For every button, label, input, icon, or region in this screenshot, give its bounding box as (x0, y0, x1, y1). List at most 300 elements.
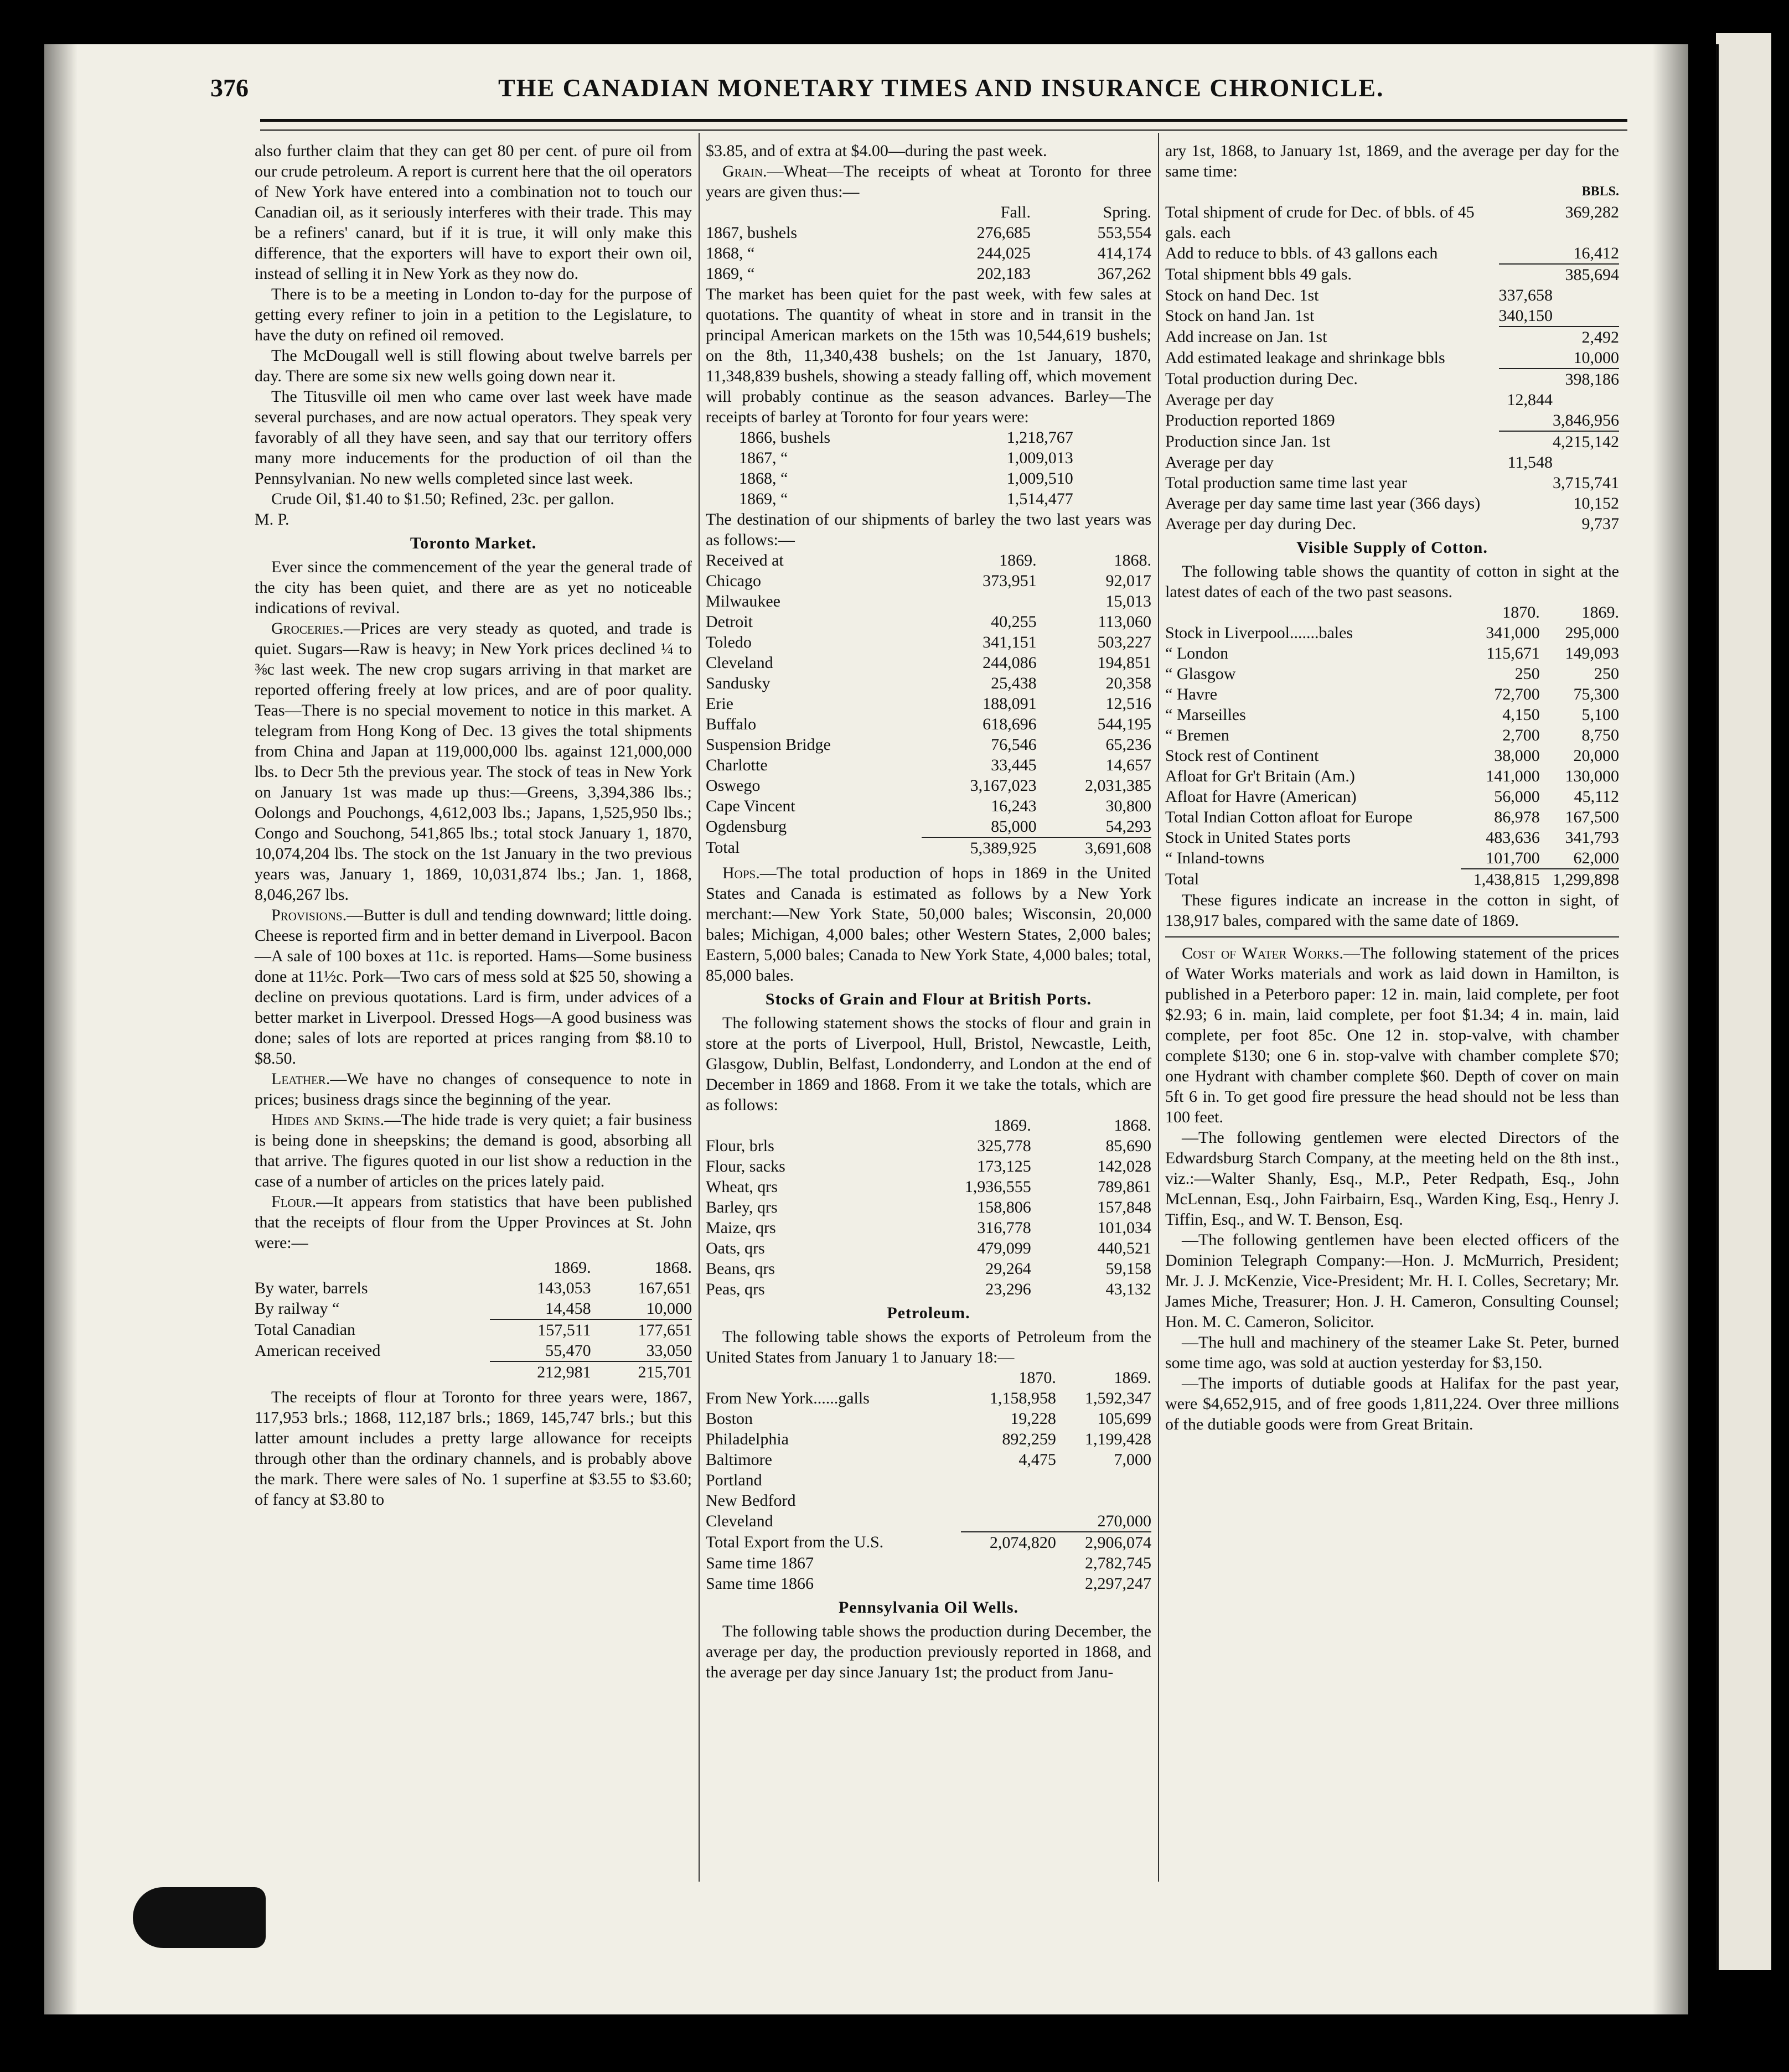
article-paragraph (255, 1110, 692, 1192)
cell: 8,750 (1581, 726, 1619, 744)
table-row (255, 1319, 692, 1340)
row-label: Cleveland (706, 654, 773, 672)
row-label: Add increase on Jan. 1st (1165, 328, 1327, 346)
table-row (706, 1449, 1151, 1470)
run-in-head: Hides and Skins. (271, 1111, 385, 1129)
cell: 3,715,741 (1553, 474, 1619, 492)
table-row (706, 1156, 1151, 1177)
article-paragraph (255, 905, 692, 1069)
cell: 72,700 (1494, 685, 1540, 703)
row-label: Barley, qrs (706, 1198, 778, 1216)
row-label: Flour, brls (706, 1137, 774, 1155)
cell: 30,800 (1105, 797, 1151, 815)
cell: 25,438 (991, 674, 1037, 692)
table-row (1165, 514, 1619, 534)
table-row (1165, 264, 1619, 285)
row-label: 1867, bushels (706, 224, 797, 242)
cell: 244,086 (983, 654, 1037, 672)
cell: 16,412 (1573, 244, 1619, 262)
table-row (706, 816, 1151, 837)
table-row (706, 263, 1151, 284)
cell (961, 1553, 1056, 1573)
cell: 340,150 (1498, 307, 1553, 325)
cell: 33,050 (646, 1341, 692, 1360)
table-row (1165, 431, 1619, 452)
row-label: “ Marseilles (1165, 706, 1246, 724)
run-in-head: Hops. (722, 864, 760, 882)
paragraph-text: —We have no changes of consequence to note in prices; business drags since the beginning of the year. (255, 1070, 692, 1108)
total-row (706, 1532, 1151, 1553)
cell (961, 1573, 1056, 1594)
cell: 38,000 (1494, 747, 1540, 765)
cell: 3,691,608 (1037, 837, 1151, 858)
table-row (255, 1278, 692, 1298)
row-label: Total production during Dec. (1165, 370, 1358, 388)
table-row (706, 1573, 1151, 1594)
cell: 15,013 (1105, 592, 1151, 610)
table-row (706, 1388, 1151, 1408)
section-rule (1165, 936, 1619, 937)
row-label: Total production same time last year (1165, 474, 1407, 492)
column-header: 1869. (999, 551, 1037, 569)
page-edge-shadow (44, 44, 77, 2014)
row-label: Stock in United States ports (1165, 828, 1351, 847)
cell: 141,000 (1486, 767, 1540, 785)
stocks-table (706, 1115, 1151, 1299)
row-label: By railway “ (255, 1299, 340, 1318)
row-label: Production since Jan. 1st (1165, 432, 1331, 450)
table-row (1165, 452, 1619, 473)
article-paragraph: The destination of our shipments of barley the two last years was as follows:— (706, 510, 1151, 549)
run-in-head: Cost of Water Works. (1182, 944, 1343, 962)
cell: 43,132 (1105, 1280, 1151, 1298)
table-row (1165, 745, 1619, 766)
table-row (1165, 305, 1619, 327)
cell: 188,091 (983, 695, 1037, 713)
cell: 85,000 (991, 817, 1037, 836)
row-label: Chicago (706, 572, 761, 590)
total-row (255, 1361, 692, 1382)
cell: 23,296 (985, 1280, 1031, 1298)
cell: 385,694 (1553, 264, 1619, 285)
row-label: “ London (1165, 644, 1229, 662)
cell: 59,158 (1105, 1260, 1151, 1278)
row-label: Oats, qrs (706, 1239, 765, 1257)
cell: 1,936,555 (964, 1178, 1031, 1196)
row-label: Afloat for Havre (American) (1165, 788, 1357, 806)
section-heading: Visible Supply of Cotton. (1296, 538, 1488, 557)
cell: 1,218,767 (1006, 428, 1073, 447)
cell: 1,438,815 (1461, 869, 1540, 890)
table-row (706, 1136, 1151, 1156)
cell: 215,701 (591, 1361, 692, 1382)
row-label: Detroit (706, 613, 753, 631)
price-line: Crude Oil, $1.40 to $1.50; Refined, 23c. per gallon. (271, 490, 614, 508)
cell: 544,195 (1097, 715, 1151, 733)
cell (1499, 514, 1553, 534)
row-label: Cape Vincent (706, 797, 795, 815)
cell (1499, 348, 1553, 369)
row-label: Charlotte (706, 756, 768, 774)
cell: 20,000 (1573, 747, 1619, 765)
cell: 1,009,013 (1006, 449, 1073, 467)
table-row (706, 1258, 1151, 1279)
table-row (706, 222, 1151, 243)
cell (1056, 1470, 1151, 1490)
row-label: 1868, “ (706, 244, 755, 262)
cell: 369,282 (1565, 203, 1619, 221)
table-row (739, 489, 1073, 509)
cell: 316,778 (977, 1219, 1031, 1237)
cell (1553, 452, 1619, 473)
cell: 45,112 (1574, 788, 1619, 806)
table-row (1165, 725, 1619, 745)
cell: 10,152 (1573, 494, 1619, 512)
table-row (1165, 623, 1619, 643)
table-row (1165, 643, 1619, 664)
cell: 20,358 (1105, 674, 1151, 692)
table-row (706, 714, 1151, 734)
cell (1553, 390, 1619, 410)
cell: 341,000 (1486, 624, 1540, 642)
cell (1499, 493, 1553, 514)
cell: 101,034 (1097, 1219, 1151, 1237)
row-label: Afloat for Gr't Britain (Am.) (1165, 767, 1355, 785)
cell: 54,293 (1105, 817, 1151, 836)
article-paragraph: ary 1st, 1868, to January 1st, 1869, and the average per day for the same time: (1165, 142, 1619, 180)
row-label: Oswego (706, 776, 761, 795)
cell: 76,546 (991, 735, 1037, 754)
signature: M. P. (255, 510, 289, 529)
cell: 33,445 (991, 756, 1037, 774)
cell: 2,782,745 (1085, 1554, 1151, 1572)
table-row (1165, 493, 1619, 514)
article-paragraph: $3.85, and of extra at $4.00—during the past week. (706, 142, 1047, 160)
table-row (1165, 285, 1619, 305)
column-divider (699, 133, 700, 1882)
article-paragraph: These figures indicate an increase in the cotton in sight, of 138,917 bales, compared with the same date of 1869. (1165, 891, 1619, 930)
row-label: By water, barrels (255, 1279, 368, 1297)
cell: 1,158,958 (989, 1389, 1056, 1407)
article-paragraph: Ever since the commencement of the year the general trade of the city has been quiet, and there are as yet no noticeable indications of revival. (255, 558, 692, 617)
paragraph-text: —The following statement of the prices of Water Works materials and work as laid down in Hamilton, is published in a Peterboro paper: 12 in. main, laid complete, per foot $2.93; 6 in. main, laid complete, per foot $1.34; 4 in. main, laid complete, per foot 85c. One 12 in. stop-valve, with chamber complete $130; one 6 in. stop-valve with chamber complete $70; one Hydrant with chamber complete $60. Depth of cover on main 5ft 6 in. To get good fire pressure the head should not be less than 100 feet. (1165, 944, 1619, 1126)
cell: 2,906,074 (1056, 1532, 1151, 1553)
cell: 618,696 (983, 715, 1037, 733)
cell: 212,981 (490, 1361, 591, 1382)
row-label: Boston (706, 1410, 753, 1428)
section-heading: Petroleum. (887, 1304, 970, 1322)
cell: 2,700 (1502, 726, 1540, 744)
cell: 202,183 (976, 265, 1031, 283)
row-label: Average per day (1165, 453, 1274, 472)
table-row (706, 1197, 1151, 1218)
column-2 (706, 141, 1151, 1682)
table-row (255, 1340, 692, 1361)
section-heading: Stocks of Grain and Flour at British Ports. (765, 990, 1092, 1008)
row-label: Stock on hand Dec. 1st (1165, 286, 1319, 304)
page-header (210, 73, 1627, 106)
cell: 250 (1594, 665, 1619, 683)
row-label: Add estimated leakage and shrinkage bbls (1165, 349, 1445, 367)
cell: 4,215,142 (1553, 431, 1619, 452)
row-label: Total shipment of crude for Dec. of bbls. of 45 gals. each (1165, 203, 1475, 242)
run-in-head: Provisions. (271, 906, 347, 924)
row-label: Philadelphia (706, 1430, 789, 1448)
run-in-head: Leather. (271, 1070, 330, 1088)
column-header: 1869. (1114, 1369, 1151, 1387)
column-header: 1869. (1581, 603, 1619, 621)
article-paragraph: —The following gentlemen were elected Directors of the Edwardsburg Starch Company, at the meeting held on the 8th inst., viz.:—Walter Shanly, Esq., M.P., Peter Redpath, Esq., John McLennan, Esq., John Fairbairn, Esq., Warden King, Esq., Henry J. Tiffin, Esq., and W. T. Benson, Esq. (1165, 1128, 1619, 1229)
table-row (739, 448, 1073, 468)
table-row (706, 775, 1151, 796)
cell: 270,000 (1097, 1512, 1151, 1530)
cell (1499, 243, 1553, 264)
cell: 65,236 (1105, 735, 1151, 754)
column-header: 1868. (1114, 551, 1151, 569)
table-row (1165, 705, 1619, 725)
cell: 398,186 (1553, 369, 1619, 390)
table-row (1165, 807, 1619, 827)
paragraph-text: —The total production of hops in 1869 in the United States and Canada is estimated as follows by a New York merchant:—New York State, 50,000 bales; Wisconsin, 20,000 bales; Michigan, 4,000 bales; other Western States, 2,000 bales; Eastern, 5,000 bales; Canada to New York State, 4,000 bales; total, 85,000 bales. (706, 864, 1151, 985)
cell (1499, 473, 1553, 493)
row-label: Total Canadian (255, 1320, 356, 1339)
cell: 483,636 (1486, 828, 1540, 847)
cell: 789,861 (1097, 1178, 1151, 1196)
article-paragraph (255, 1192, 692, 1253)
table-row (255, 1298, 692, 1319)
binding-shadow (1652, 44, 1719, 2014)
row-label: Sandusky (706, 674, 771, 692)
row-label: “ Glasgow (1165, 665, 1236, 683)
table-row (1165, 848, 1619, 869)
row-label: Ogdensburg (706, 817, 787, 836)
cell: 3,846,956 (1553, 411, 1619, 429)
column-header: 1870. (1502, 603, 1540, 621)
table-row (1165, 827, 1619, 848)
row-label: Stock in Liverpool.......bales (1165, 624, 1353, 642)
cell: 157,848 (1097, 1198, 1151, 1216)
table-row (706, 1177, 1151, 1197)
cell: 173,125 (977, 1157, 1031, 1175)
row-label: Total (706, 838, 740, 857)
cell: 295,000 (1565, 624, 1619, 642)
cell: 244,025 (976, 244, 1031, 262)
cell: 4,150 (1502, 706, 1540, 724)
cell: 143,053 (537, 1279, 591, 1297)
column-divider (1158, 133, 1159, 1882)
cell: 1,592,347 (1085, 1389, 1151, 1407)
column-3 (1165, 141, 1619, 1434)
page-number: 376 (210, 74, 249, 102)
row-label: Peas, qrs (706, 1280, 765, 1298)
cell (922, 591, 1036, 612)
column-header: 1869. (554, 1258, 591, 1277)
row-label: Portland (706, 1471, 762, 1489)
barley-table (739, 427, 1073, 509)
row-label: Same time 1866 (706, 1574, 814, 1593)
row-label: “ Bremen (1165, 726, 1229, 744)
cell (1499, 327, 1553, 348)
cell: 14,657 (1105, 756, 1151, 774)
row-label: 1869, “ (706, 265, 755, 283)
cell: 341,793 (1565, 828, 1619, 847)
cell: 2,297,247 (1085, 1574, 1151, 1593)
row-label: Milwaukee (706, 592, 780, 610)
row-label: Suspension Bridge (706, 735, 831, 754)
cell: 12,844 (1507, 391, 1553, 409)
cell: 1,299,898 (1540, 869, 1619, 890)
cell: 11,548 (1507, 453, 1553, 472)
cell: 86,978 (1494, 808, 1540, 826)
cell: 167,500 (1565, 808, 1619, 826)
row-label: “ Inland-towns (1165, 849, 1265, 867)
table-row (1165, 327, 1619, 348)
row-label: Beans, qrs (706, 1260, 775, 1278)
petroleum-export-table (706, 1367, 1151, 1594)
cell: 9,737 (1581, 515, 1619, 533)
row-label: Maize, qrs (706, 1219, 776, 1237)
cell: 105,699 (1097, 1410, 1151, 1428)
cell: 142,028 (1097, 1157, 1151, 1175)
table-row (1165, 664, 1619, 684)
run-in-head: Flour. (271, 1193, 317, 1211)
row-label: American received (255, 1341, 381, 1360)
cell: 1,199,428 (1085, 1430, 1151, 1448)
cell: 12,516 (1105, 695, 1151, 713)
cell: 157,511 (490, 1319, 591, 1340)
article-paragraph (1165, 943, 1619, 1127)
table-row (706, 796, 1151, 816)
row-label: Buffalo (706, 715, 757, 733)
cell (961, 1470, 1056, 1490)
row-label: Average per day (1165, 391, 1274, 409)
cell: 1,514,477 (1006, 490, 1073, 508)
column-header: 1868. (654, 1258, 692, 1277)
row-label: Total Indian Cotton afloat for Europe (1165, 808, 1413, 826)
article-paragraph: —The following gentlemen have been elected officers of the Dominion Telegraph Company:—Hon. J. McMurrich, President; Mr. J. J. McKenzie, Vice-President; Mr. H. I. Colles, Secretary; Mr. James Miche, Treasurer; Hon. J. H. Cameron, Consulting Counsel; Hon. M. C. Cameron, Solicitor. (1165, 1231, 1619, 1331)
cell: 479,099 (977, 1239, 1031, 1257)
header-rule (260, 119, 1627, 131)
table-row (1165, 390, 1619, 410)
row-label: “ Havre (1165, 685, 1218, 703)
cell (1499, 202, 1553, 243)
cell: 10,000 (646, 1299, 692, 1318)
row-label: New Bedford (706, 1491, 796, 1510)
section-heading: Pennsylvania Oil Wells. (838, 1598, 1018, 1617)
row-label: Stock on hand Jan. 1st (1165, 307, 1315, 325)
row-label: Baltimore (706, 1451, 772, 1469)
column-header: 1868. (1114, 1116, 1151, 1135)
table-row (706, 755, 1151, 775)
cell: 5,389,925 (922, 837, 1036, 858)
cotton-table (1165, 602, 1619, 890)
cell (1553, 305, 1619, 327)
next-page-edge (1716, 33, 1771, 1970)
table-row (706, 632, 1151, 652)
cell: 149,093 (1565, 644, 1619, 662)
cell: 2,492 (1553, 327, 1619, 348)
row-label: Received at (706, 551, 784, 569)
cell: 130,000 (1565, 767, 1619, 785)
cell: 85,690 (1105, 1137, 1151, 1155)
table-row (739, 468, 1073, 489)
cell: 177,651 (591, 1319, 692, 1340)
row-label: Cleveland (706, 1512, 773, 1530)
row-label: Production reported 1869 (1165, 411, 1335, 429)
row-label: 1868, “ (739, 469, 788, 488)
table-row (1165, 786, 1619, 807)
article-paragraph: The following statement shows the stocks of flour and grain in store at the ports of Liverpool, Hull, Bristol, Newcastle, Leith, Glasgow, Dublin, Belfast, Londonderry, and London at the end of December in 1869 and 1868. From it we take the totals, which are as follows: (706, 1014, 1151, 1114)
thumb-shadow (133, 1887, 266, 1948)
cell: 250 (1514, 665, 1540, 683)
table-row (706, 571, 1151, 591)
row-label: Average per day same time last year (366 days) (1165, 494, 1481, 512)
article-paragraph: There is to be a meeting in London to-day for the purpose of getting every refiner to join in a petition to the Legislature, to have the duty on refined oil removed. (255, 285, 692, 344)
cell: 414,174 (1097, 244, 1151, 262)
table-row (706, 1490, 1151, 1511)
article-paragraph: The market has been quiet for the past week, with few sales at quotations. The quantity of wheat in store and in transit in the principal American markets on the 15th was 10,544,619 bushels; on the 8th, 11,340,438 bushels; on the 1st January, 1870, 11,348,839 bushels, showing a steady falling off, which movement will probably continue as the season advances. Barley—The receipts of barley at Toronto for four years were: (706, 285, 1151, 426)
article-paragraph: also further claim that they can get 80 per cent. of pure oil from our crude petroleum. A report is current here that the oil operators of New York have entered into a combination not to touch our Canadian oil, as it seriously interferes with their trade. This may be a refiners' canard, but if it is true, it will only make this difference, that the exporters will have to export their own oil, instead of selling it in New York as they now do. (255, 142, 692, 283)
paragraph-text: —The hide trade is very quiet; a fair business is being done in sheepskins; the demand is good, absorbing all that arrive. The figures quoted in our list show a reduction in the case of a number of articles on the prices lately paid. (255, 1111, 692, 1190)
article-paragraph: The Titusville oil men who came over last week have made several purchases, and are now actual operators. They speak very favorably of all they have seen, and say that our territory offers many more inducements for the production of oil than the Pennsylvanian. No new wells completed since last week. (255, 387, 692, 488)
cell (1056, 1490, 1151, 1511)
cell: 29,264 (985, 1260, 1031, 1278)
cell: 367,262 (1097, 265, 1151, 283)
table-row (706, 1511, 1151, 1532)
cell: 101,700 (1486, 849, 1540, 867)
column-1 (255, 141, 692, 1510)
running-title: THE CANADIAN MONETARY TIMES AND INSURANCE CHRONICLE. (498, 74, 1384, 102)
section-heading: Toronto Market. (410, 534, 537, 552)
row-label: Same time 1867 (706, 1554, 814, 1572)
table-row (1165, 766, 1619, 786)
cell: 40,255 (991, 613, 1037, 631)
cell: 194,851 (1097, 654, 1151, 672)
row-label: Flour, sacks (706, 1157, 785, 1175)
column-header: Spring. (1103, 203, 1151, 221)
table-row (1165, 243, 1619, 264)
cell: 341,151 (983, 633, 1037, 651)
table-row (1165, 369, 1619, 390)
table-row (1165, 348, 1619, 369)
table-row (739, 427, 1073, 448)
cell: 325,778 (977, 1137, 1031, 1155)
cell: 553,554 (1097, 224, 1151, 242)
table-row (1165, 684, 1619, 705)
article-paragraph: —The hull and machinery of the steamer Lake St. Peter, burned some time ago, was sold at auction yesterday for $3,150. (1165, 1333, 1619, 1372)
paragraph-text: —Prices are very steady as quoted, and trade is quiet. Sugars—Raw is heavy; in New York prices declined ¼ to ⅜c last week. The new crop sugars arriving in that market are reported offering freely at low prices, and are of poor quality. Teas—There is no special movement to notice in this market. A telegram from Hong Kong of Dec. 13 gives the total shipments from China and Japan at 119,000,000 lbs. against 121,000,000 lbs. to Decr 5th the previous year. The stock of teas in New York on January 1st was made up thus:—Greens, 3,394,386 lbs.; Oolongs and Pouchongs, 4,612,003 lbs.; Japans, 1,525,950 lbs.; Congo and Souchong, 541,865 lbs.; total stock January 1, 1870, 10,074,204 lbs. The stock on the 1st January in the two previous years was, January 1, 1869, 10,031,874 lbs.; Jan. 1, 1868, 8,046,267 lbs. (255, 619, 692, 904)
cell: 56,000 (1494, 788, 1540, 806)
cell: 892,259 (1002, 1430, 1056, 1448)
cell (1499, 410, 1553, 431)
table-row (706, 1553, 1151, 1573)
cell: 10,000 (1573, 349, 1619, 367)
cell: 115,671 (1486, 644, 1540, 662)
column-header: Fall. (1000, 203, 1031, 221)
total-row (706, 837, 1151, 858)
table-row (1165, 473, 1619, 493)
cell: 3,167,023 (970, 776, 1037, 795)
row-label: Wheat, qrs (706, 1178, 778, 1196)
table-row (1165, 202, 1619, 243)
table-row (706, 243, 1151, 263)
cell (1499, 369, 1553, 390)
oil-wells-table (1165, 202, 1619, 534)
row-label: From New York......galls (706, 1389, 870, 1407)
paragraph-text: —Butter is dull and tending downward; little doing. Cheese is reported firm and in better demand in Liverpool. Bacon—A sale of 100 boxes at 11c. is reported. Hams—Some business done at 11½c. Pork—Two cars of mess sold at $25 50, showing a decline on previous quotations. Lard is firm, under advices of a better market in Liverpool. Dressed Hogs—A good business was done; sales of lots are reported at prices ranging from $8.10 to $8.50. (255, 906, 692, 1068)
row-label: Average per day during Dec. (1165, 515, 1357, 533)
article-paragraph: The following table shows the exports of Petroleum from the United States from January 1 to January 18:— (706, 1328, 1151, 1366)
